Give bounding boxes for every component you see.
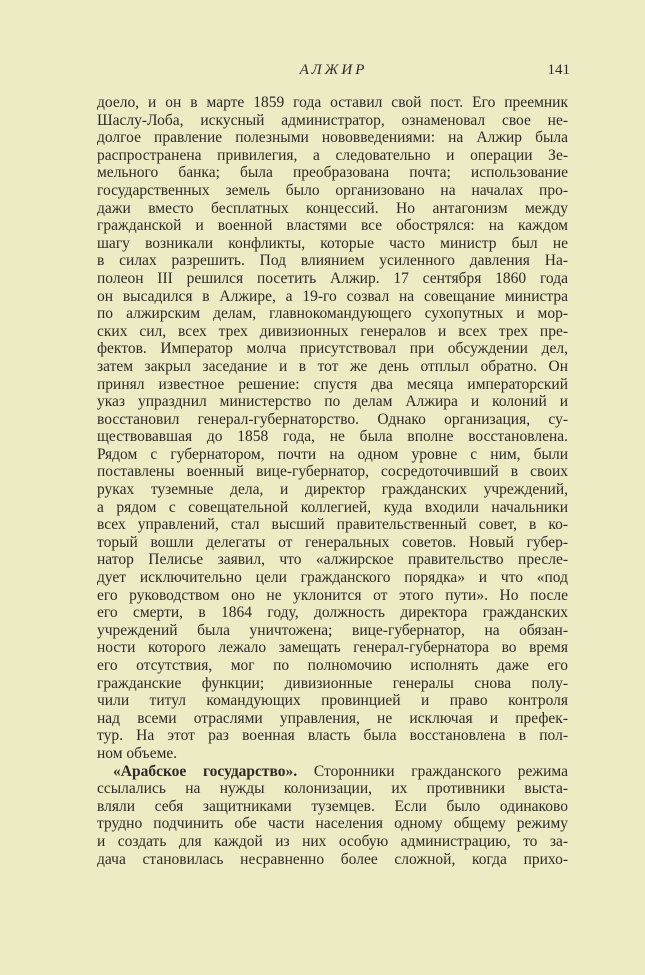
text-line: указ упразднил министерство по делам Алжира и колоний и — [97, 393, 568, 411]
text-line: натор Пелисье заявил, что «алжирское правительство пресле- — [97, 551, 568, 569]
text-line: его смерти, в 1864 году, должность директора гражданских — [97, 604, 568, 622]
text-line: над всеми отраслями управления, не исключая и префек- — [97, 709, 568, 727]
text-line: а рядом с совещательной коллегией, куда входили начальники — [97, 498, 568, 516]
text-line: трудно подчинить обе части населения одному общему режиму — [97, 815, 568, 833]
text-line: его руководством оно не уклонится от этого пути». Но после — [97, 586, 568, 604]
text-line: ссылались на нужды колонизации, их противники выста- — [97, 780, 568, 798]
text-line: восстановил генерал-губернаторство. Однако организация, су- — [97, 410, 568, 428]
text-line: распространена привилегия, а следовательно и операции Зе- — [97, 146, 568, 164]
text-line: чили титул командующих провинцией и право контроля — [97, 692, 568, 710]
text-line: шагу возникали конфликты, которые часто министр был не — [97, 234, 568, 252]
text-line: руках туземные дела, и директор гражданских учреждений, — [97, 481, 568, 499]
text-line: поставлены военный вице-губернатор, сосредоточивший в своих — [97, 463, 568, 481]
text-line: ности которого лежало замещать генерал-губернатора во время — [97, 639, 568, 657]
paragraph-first-line — [97, 763, 568, 781]
running-title: АЛЖИР — [299, 62, 368, 78]
text-line: принял известное решение: спустя два месяца императорский — [97, 375, 568, 393]
text-line: дует исключительно цели гражданского порядка» и что «под — [97, 569, 568, 587]
text-line: гражданской и военной властями все обострялся: на каждом — [97, 217, 568, 235]
text-line: в силах разрешить. Под влиянием усиленного давления На- — [97, 252, 568, 270]
paragraph-main — [97, 94, 568, 763]
body-text — [97, 94, 568, 868]
text-line: затем закрыл заседание и в тот же день отплыл обратно. Он — [97, 357, 568, 375]
paragraph-arab-state — [97, 763, 568, 869]
text-line: долгое правление полезными нововведениями: на Алжир была — [97, 129, 568, 147]
page-number: 141 — [547, 62, 570, 78]
text-line: и создать для каждой из них особую администрацию, то за- — [97, 832, 568, 850]
text-line: полеон III решился посетить Алжир. 17 сентября 1860 года — [97, 269, 568, 287]
text-line: мельного банка; была преобразована почта; использование — [97, 164, 568, 182]
text-line: дажи вместо бесплатных концессий. Но антагонизм между — [97, 199, 568, 217]
text-line: ских сил, всех трех дивизионных генералов и всех трех пре- — [97, 322, 568, 340]
text-line: учреждений была уничтожена; вице-губернатор, на обязан- — [97, 621, 568, 639]
text-line: Рядом с губернатором, почти на одном уровне с ним, были — [97, 445, 568, 463]
text-line: по алжирским делам, главнокомандующего сухопутных и мор- — [97, 305, 568, 323]
text-line: его отсутствия, мог по полномочию исполнять даже его — [97, 657, 568, 674]
text-line: Шаслу-Лоба, искусный администратор, ознаменовал свое не- — [97, 111, 568, 129]
text-line: он высадился в Алжире, а 19-го созвал на совещание министра — [97, 287, 568, 305]
text-line: гражданские функции; дивизионные генералы снова полу- — [97, 674, 568, 692]
text-line: дача становилась несравненно более сложной, когда прихо- — [97, 850, 568, 868]
text-line: государственных земель было организовано на началах про- — [97, 181, 568, 199]
text-line: ном объеме. — [97, 744, 178, 762]
page-header — [97, 62, 570, 82]
text-line: всех управлений, стал высший правительственный совет, в ко- — [97, 516, 568, 534]
text-line: фектов. Император молча присутствовал при обсуждении дел, — [97, 340, 568, 358]
text-line: ществовавшая до 1858 года, не была вполне восстановлена. — [97, 428, 568, 446]
text-line: вляли себя защитниками туземцев. Если было одинаково — [97, 797, 568, 815]
text-line: доело, и он в марте 1859 года оставил свой пост. Его преемник — [97, 94, 568, 111]
text-line: тур. На этот раз военная власть была восстановлена в пол- — [97, 727, 568, 745]
section-heading: «Арабское государство». — [113, 762, 298, 780]
heading-continuation: Сторонники гражданского режима — [297, 762, 568, 780]
text-line: торый вошли делегаты от генеральных советов. Новый губер- — [97, 533, 568, 551]
